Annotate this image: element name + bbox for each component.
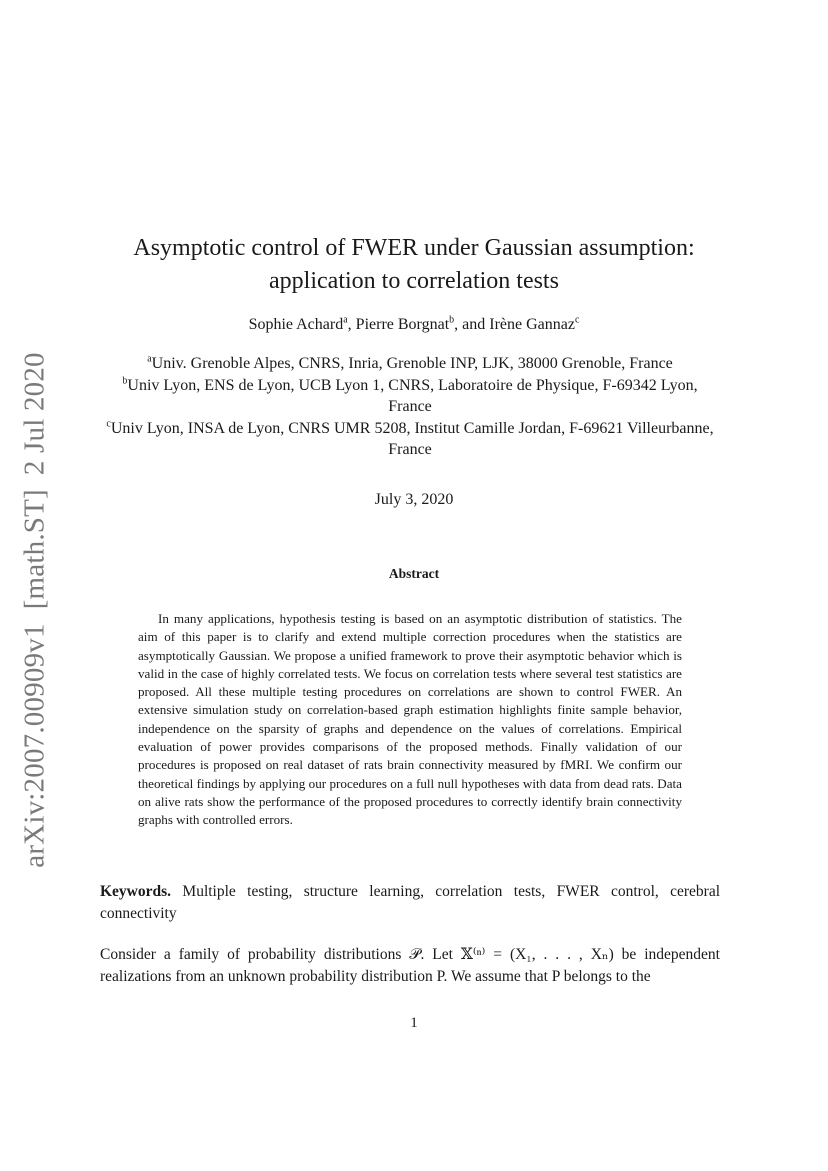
author-name: Sophie Achard <box>248 316 344 333</box>
intro-paragraph: Consider a family of probability distributions 𝒫. Let 𝕏⁽ⁿ⁾ = (X₁, . . . , Xₙ) be independent realizations from an unknown probability distribution P. We assume that P belongs to the <box>100 946 720 985</box>
author-mark: a <box>343 314 348 326</box>
abstract-heading: Abstract <box>388 566 440 581</box>
affiliation <box>100 418 720 461</box>
keywords-paragraph <box>100 881 720 924</box>
affiliation <box>100 353 720 375</box>
author-list <box>0 316 828 334</box>
title-line-1: Asymptotic control of FWER under Gaussian assumption: <box>133 235 695 261</box>
title-line-2: application to correlation tests <box>269 268 559 294</box>
abstract-text: In many applications, hypothesis testing is based on an asymptotic distribution of statistics. The aim of this paper is to clarify and extend multiple correction procedures when the statistics are asymptotically Gaussian. We propose a unified framework to prove their asymptotic behavior which is valid in the case of highly correlated tests. We focus on correlation tests where several test statistics are proposed. All these multiple testing procedures on correlations are shown to control FWER. An extensive simulation study on correlation-based graph estimation highlights finite sample behavior, independence on the sparsity of graphs and dependence on the values of correlations. Empirical evaluation of power provides comparisons of the proposed methods. Finally validation of our procedures is proposed on real dataset of rats brain connectivity measured by fMRI. We confirm our theoretical findings by applying our procedures on a full null hypotheses with data from dead rats. Data on alive rats show the performance of the proposed procedures to correctly identify brain connectivity graphs with controlled errors. <box>138 611 682 828</box>
affiliation-text: Univ Lyon, INSA de Lyon, CNRS UMR 5208, Institut Camille Jordan, F-69621 Villeurbanne, France <box>110 419 714 458</box>
affiliation <box>100 375 720 418</box>
affiliation-mark: a <box>147 353 152 365</box>
author-mark: c <box>574 314 580 326</box>
affiliation-list <box>100 353 720 461</box>
author-name: Pierre Borgnat <box>355 316 450 333</box>
arxiv-date: 2 Jul 2020 <box>18 352 51 476</box>
paper-title <box>0 232 828 298</box>
page-number: 1 <box>410 1015 418 1031</box>
author-name: Irène Gannaz <box>489 316 575 333</box>
arxiv-id: arXiv:2007.00909v1 <box>18 623 51 868</box>
author-separator: , and <box>454 316 490 333</box>
keywords-text: Multiple testing, structure learning, correlation tests, FWER control, cerebral connectivity <box>100 883 721 922</box>
arxiv-stamp <box>19 352 52 867</box>
affiliation-mark: b <box>122 375 128 387</box>
affiliation-text: Univ. Grenoble Alpes, CNRS, Inria, Grenoble INP, LJK, 38000 Grenoble, France <box>151 355 673 372</box>
affiliation-text: Univ Lyon, ENS de Lyon, UCB Lyon 1, CNRS, Laboratoire de Physique, F-69342 Lyon, France <box>127 376 698 415</box>
affiliation-mark: c <box>106 418 111 430</box>
paper-date: July 3, 2020 <box>374 491 454 508</box>
keywords-label: Keywords. <box>100 883 172 900</box>
author-separator: , <box>347 316 356 333</box>
author-mark: b <box>449 314 455 326</box>
arxiv-category: [math.ST] <box>18 489 51 610</box>
